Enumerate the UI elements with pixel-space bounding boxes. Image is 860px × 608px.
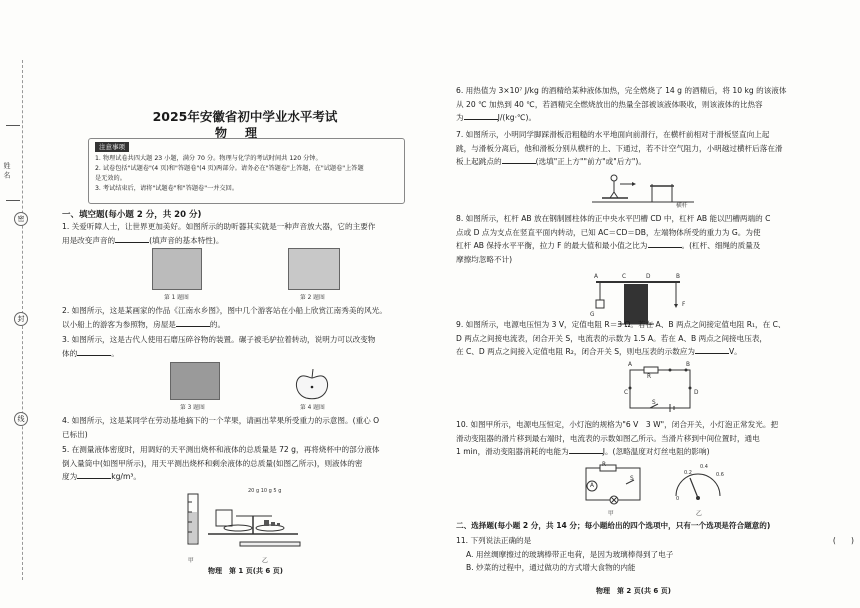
apple-figure <box>288 360 336 402</box>
figure-label: 乙 <box>696 511 702 517</box>
dial-tick: 0 <box>676 496 680 502</box>
note-line: 3. 考试结束后，请将"试题卷"和"答题卷"一并交回。 <box>95 185 239 192</box>
binding-hole-icon: 密 <box>14 212 28 226</box>
water-town-painting <box>288 248 340 290</box>
exam-subject: 物理 <box>214 126 275 140</box>
section-heading-choice: 二、选择题(每小题 2 分，共 14 分；每小题给出的四个选项中，只有一个选项是符合题意的) <box>456 521 771 530</box>
point-label: G <box>590 312 595 318</box>
notes-tag: 注意事项 <box>95 142 129 152</box>
question-2: 2. 如图所示，这是某画家的作品《江南水乡图》，图中几个游客站在小船上欣赏江南秀美的风光。 以小船上的游客为参照物，房屋是 的。 <box>62 306 387 329</box>
answer-paren: ( ) <box>832 536 854 545</box>
figure-label: 乙 <box>262 558 268 564</box>
page-footer: 物理 第 1 页(共 6 页) <box>208 567 283 575</box>
dial-tick: 0.6 <box>716 472 724 478</box>
point-label: S <box>652 400 656 406</box>
point-label: C <box>622 274 627 280</box>
point-label: B <box>686 362 690 368</box>
answer-blank <box>648 239 682 248</box>
question-6: 6. 用热值为 3×10⁷ J/kg 的酒精给某种液体加热，完全燃烧了 14 g 的酒精后，将 10 kg 的该液体 从 20 ℃ 加热到 40 ℃，若酒精完全燃烧放出的热量全部被该液体吸收，则该液体的比热容 为 J/(kg·℃)。 <box>456 86 787 122</box>
answer-blank <box>464 111 498 120</box>
weight-labels: 20 g 10 g 5 g <box>248 488 282 494</box>
answer-blank <box>77 347 111 356</box>
note-line: 1. 物理试卷共四大题 23 小题，满分 70 分。物理与化学的考试时间共 120 分钟。 <box>95 155 322 162</box>
option-b: B. 炒菜的过程中，通过做功的方式增大食物的内能 <box>466 563 636 572</box>
note-line: 2. 试卷包括"试题卷"(4 页)和"答题卷"(4 页)两部分。请务必在"答题卷"上答题，在"试题卷"上答题 <box>95 165 364 172</box>
figure-caption: 第 1 题图 <box>164 295 189 301</box>
binding-gutter <box>0 0 40 608</box>
note-line: 是无效的。 <box>95 175 126 182</box>
circuit-figure-q10 <box>578 462 648 508</box>
question-7: 7. 如图所示，小明同学脚踩滑板沿粗糙的水平地面向前滑行，在横杆前相对于滑板竖直向上起 跳，与滑板分离后，他和滑板分别从横杆的上、下通过，若不计空气阻力，小明越过横杆后落在滑 板上起跳点的 (选填"正上方""前方"或"后方")。 <box>456 130 783 166</box>
answer-blank <box>77 470 111 479</box>
point-label: D <box>694 390 699 396</box>
point-label: S <box>630 476 634 482</box>
point-label: A <box>628 362 632 368</box>
dial-tick: 0.2 <box>684 470 692 476</box>
figure-label: 甲 <box>188 558 194 564</box>
right-page <box>448 0 860 608</box>
answer-blank <box>569 445 603 454</box>
answer-blank <box>695 345 729 354</box>
answer-blank <box>115 234 149 243</box>
gutter-mark <box>6 125 20 126</box>
meter-label: A <box>590 483 594 489</box>
dial-tick: 0.4 <box>700 464 708 470</box>
binding-hole-icon: 线 <box>14 412 28 426</box>
question-4: 4. 如图所示，这是某同学在劳动基地摘下的一个苹果，请画出苹果所受重力的示意图。(重心 O 已标出) <box>62 416 380 439</box>
question-5: 5. 在测量液体密度时，用调好的天平测出烧杯和液体的总质量是 72 g，再将烧杯中的部分液体 倒入量筒中(如图甲所示)，用天平测出烧杯和剩余液体的总质量(如图乙所示)，则液体的密 度为 kg/m³。 <box>62 445 380 481</box>
binding-hole-icon: 封 <box>14 312 28 326</box>
point-label: R <box>647 374 652 380</box>
answer-blank <box>176 318 210 327</box>
figure-caption: 第 4 题图 <box>300 405 325 411</box>
figure-label: 甲 <box>608 511 614 517</box>
point-label: B <box>676 274 680 280</box>
point-label: F <box>682 302 686 308</box>
gutter-mark <box>6 200 20 201</box>
question-1: 1. 关爱听障人士，让世界更加美好。如图所示的助听器其实就是一种声音放大器，它的主要作 用是改变声音的 (填声音的基本特性)。 <box>62 222 376 245</box>
hearing-aid-photo <box>152 248 202 290</box>
point-label: C <box>624 390 629 396</box>
figure-caption: 第 2 题图 <box>300 295 325 301</box>
option-a: A. 用丝绸摩擦过的玻璃棒带正电荷，是因为玻璃棒得到了电子 <box>466 549 674 559</box>
figure-label: 横杆 <box>676 203 688 209</box>
question-11: 11. 下列说法正确的是 ( ) A. 用丝绸摩擦过的玻璃棒带正电荷，是因为玻璃棒得到了电子 B. 炒菜的过程中，通过做功的方式增大食物的内能 <box>456 534 854 575</box>
question-8: 8. 如图所示，杠杆 AB 放在钢制圆柱体的正中央水平凹槽 CD 中，杠杆 AB 能以凹槽两端的 C 点或 D 点为支点在竖直平面内转动，已知 AC＝CD＝DB，左端物体所受的重力为 G。为使 杠杆 AB 保持水平平衡，拉力 F 的最大值和最小值之比为 。(杠杆、细绳的质量及 摩擦均忽略不计) <box>456 214 771 264</box>
point-label: A <box>594 274 598 280</box>
notes-box <box>88 138 405 204</box>
exam-title: 2025年安徽省初中学业水平考试 <box>152 109 338 124</box>
section-heading-fill-blank: 一、填空题(每小题 2 分，共 20 分) <box>62 210 202 220</box>
point-label: R <box>602 462 607 468</box>
gutter-label: 姓 名 <box>3 162 11 179</box>
density-measurement-figure <box>180 488 320 558</box>
question-3: 3. 如图所示，这是古代人使用石磨压碎谷物的装置。碾子被毛驴拉着转动，说明力可以改变物 体的 。 <box>62 335 376 358</box>
answer-blank <box>502 155 536 164</box>
circuit-figure-q9 <box>620 364 700 414</box>
figure-caption: 第 3 题图 <box>180 405 205 411</box>
point-label: D <box>646 274 651 280</box>
question-9: 9. 如图所示，电源电压恒为 3 V，定值电阻 R＝3 Ω。若在 A、B 两点之间接定值电阻 R₁，在 C、 D 两点之间接电流表，闭合开关 S，电流表的示数为 1.5 A。若在 A、B 两点之间接电压表， 在 C、D 两点之间接入定值电阻 R₂，闭合开关 S，则电压表的示数应为 V。 <box>456 320 786 356</box>
page-footer: 物理 第 2 页(共 6 页) <box>596 587 671 595</box>
stone-mill-photo <box>170 362 220 400</box>
question-10: 10. 如图甲所示，电源电压恒定，小灯泡的规格为"6 V 3 W"，闭合开关，小灯泡正常发光。把 滑动变阻器的滑片移到最右端时，电流表的示数如图乙所示。当滑片移到中间位置时，通电 1 min，滑动变阻器消耗的电能为 J。(忽略温度对灯丝电阻的影响) <box>456 420 779 456</box>
